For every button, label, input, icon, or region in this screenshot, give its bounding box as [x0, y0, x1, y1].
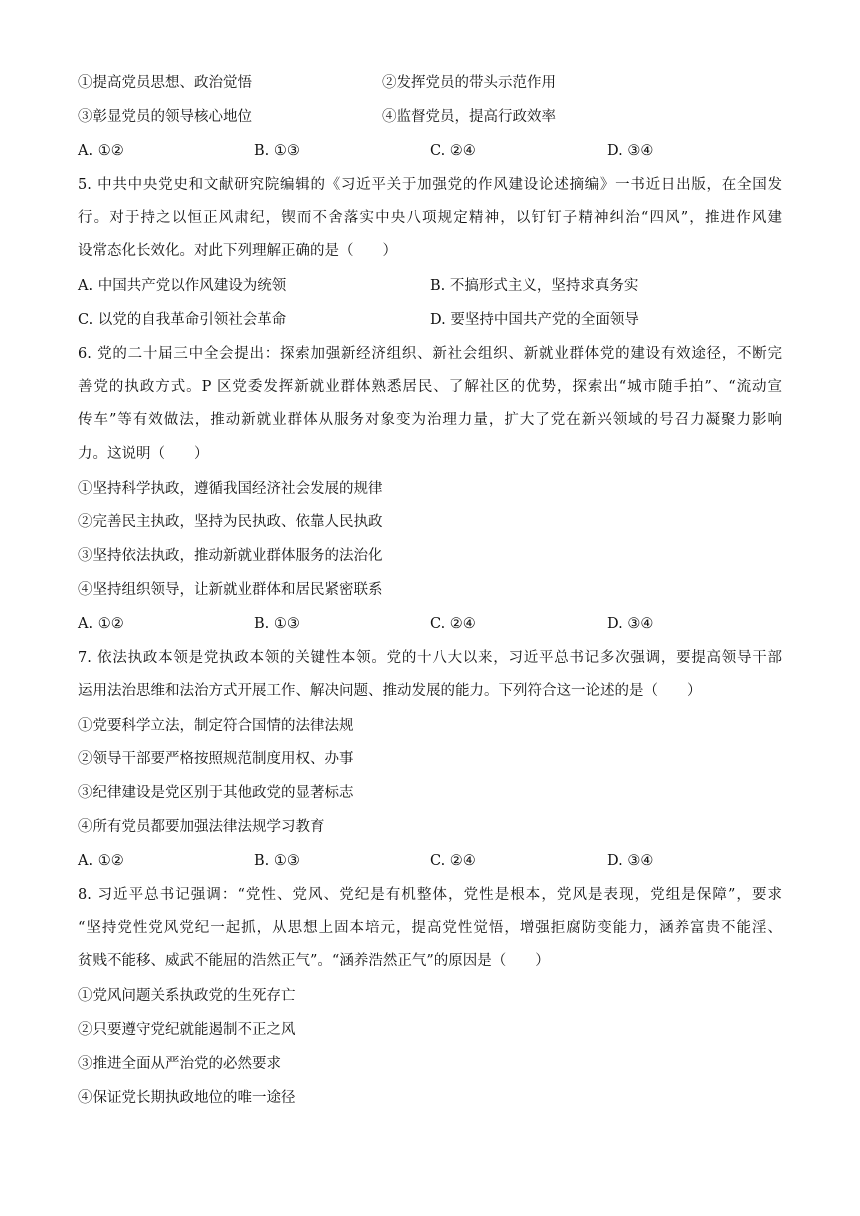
q7-statement-3: ③纪律建设是党区别于其他政党的显著标志: [78, 785, 354, 801]
q7-stem-line-2: 运用法治思维和法治方式开展工作、解决问题、推动发展的能力。下列符合这一论述的是（ ）: [78, 683, 702, 699]
q6-statement-2: ②完善民主执政，坚持为民执政、依靠人民执政: [78, 514, 383, 530]
q4-option-b[interactable]: B. ①③: [254, 143, 300, 159]
q6-option-c[interactable]: C. ②④: [430, 616, 476, 632]
q8-statement-1: ①党风问题关系执政党的生死存亡: [78, 988, 296, 1004]
q4-option-c[interactable]: C. ②④: [430, 143, 476, 159]
q4-statement-4: ④监督党员，提高行政效率: [382, 109, 556, 125]
q8-stem-line-1: 8. 习近平总书记强调：“党性、党风、党纪是有机整体，党性是根本，党风是表现，党组是保障”，要求: [78, 887, 782, 903]
q6-statement-3: ③坚持依法执政，推动新就业群体服务的法治化: [78, 548, 383, 564]
q6-stem-line-3: 传车”等有效做法，推动新就业群体从服务对象变为治理力量，扩大了党在新兴领域的号召力凝聚力影响: [78, 412, 782, 428]
q7-option-a[interactable]: A. ①②: [78, 853, 124, 869]
q5-stem-line-3: 设常态化长效化。对此下列理解正确的是（ ）: [78, 243, 397, 259]
q7-statement-2: ②领导干部要严格按照规范制度用权、办事: [78, 751, 354, 767]
q5-stem-line-2: 行。对于持之以恒正风肃纪，锲而不舍落实中央八项规定精神，以钉钉子精神纠治“四风”，推进作风建: [78, 210, 782, 226]
q6-statement-4: ④坚持组织领导，让新就业群体和居民紧密联系: [78, 582, 383, 598]
q8-statement-3: ③推进全面从严治党的必然要求: [78, 1056, 281, 1072]
q7-option-b[interactable]: B. ①③: [254, 853, 300, 869]
q7-option-c[interactable]: C. ②④: [430, 853, 476, 869]
q4-statement-row-2: [78, 107, 556, 127]
q7-stem-line-1: 7. 依法执政本领是党执政本领的关键性本领。党的十八大以来，习近平总书记多次强调，要提高领导干部: [78, 650, 782, 666]
q7-option-d[interactable]: D. ③④: [607, 853, 654, 869]
q4-statement-3: ③彰显党员的领导核心地位: [78, 109, 252, 125]
q8-stem-line-3: 贫贱不能移、威武不能屈的浩然正气”。“涵养浩然正气”的原因是（ ）: [78, 953, 550, 969]
q5-option-a[interactable]: A. 中国共产党以作风建设为统领: [78, 278, 287, 294]
q7-statement-4: ④所有党员都要加强法律法规学习教育: [78, 819, 325, 835]
q6-option-d[interactable]: D. ③④: [607, 616, 654, 632]
q5-stem-line-1: 5. 中共中央党史和文献研究院编辑的《习近平关于加强党的作风建设论述摘编》一书近日出版，在全国发: [78, 177, 782, 193]
q4-statement-1: ①提高党员思想、政治觉悟: [78, 75, 252, 91]
q6-stem-line-4: 力。这说明（ ）: [78, 446, 209, 462]
q5-option-d[interactable]: D. 要坚持中国共产党的全面领导: [430, 312, 639, 328]
q6-statement-1: ①坚持科学执政，遵循我国经济社会发展的规律: [78, 481, 383, 497]
q4-statement-row-1: [78, 73, 556, 93]
q7-statement-1: ①党要科学立法，制定符合国情的法律法规: [78, 718, 354, 734]
q6-stem-line-2: 善党的执政方式。P 区党委发挥新就业群体熟悉居民、了解社区的优势，探索出“城市随手拍”、“流动宣: [78, 379, 782, 395]
q6-option-a[interactable]: A. ①②: [78, 616, 124, 632]
q5-option-c[interactable]: C. 以党的自我革命引领社会革命: [78, 312, 287, 328]
q4-option-a[interactable]: A. ①②: [78, 143, 124, 159]
q4-option-d[interactable]: D. ③④: [607, 143, 654, 159]
q6-stem-line-1: 6. 党的二十届三中全会提出：探索加强新经济组织、新社会组织、新就业群体党的建设有效途径，不断完: [78, 346, 782, 362]
q8-statement-4: ④保证党长期执政地位的唯一途径: [78, 1090, 296, 1106]
q8-stem-line-2: “坚持党性党风党纪一起抓，从思想上固本培元，提高党性觉悟，增强拒腐防变能力，涵养富贵不能淫、: [78, 920, 782, 936]
q8-statement-2: ②只要遵守党纪就能遏制不正之风: [78, 1022, 296, 1038]
q5-option-b[interactable]: B. 不搞形式主义，坚持求真务实: [430, 278, 639, 294]
q4-statement-2: ②发挥党员的带头示范作用: [382, 75, 556, 91]
q6-option-b[interactable]: B. ①③: [254, 616, 300, 632]
